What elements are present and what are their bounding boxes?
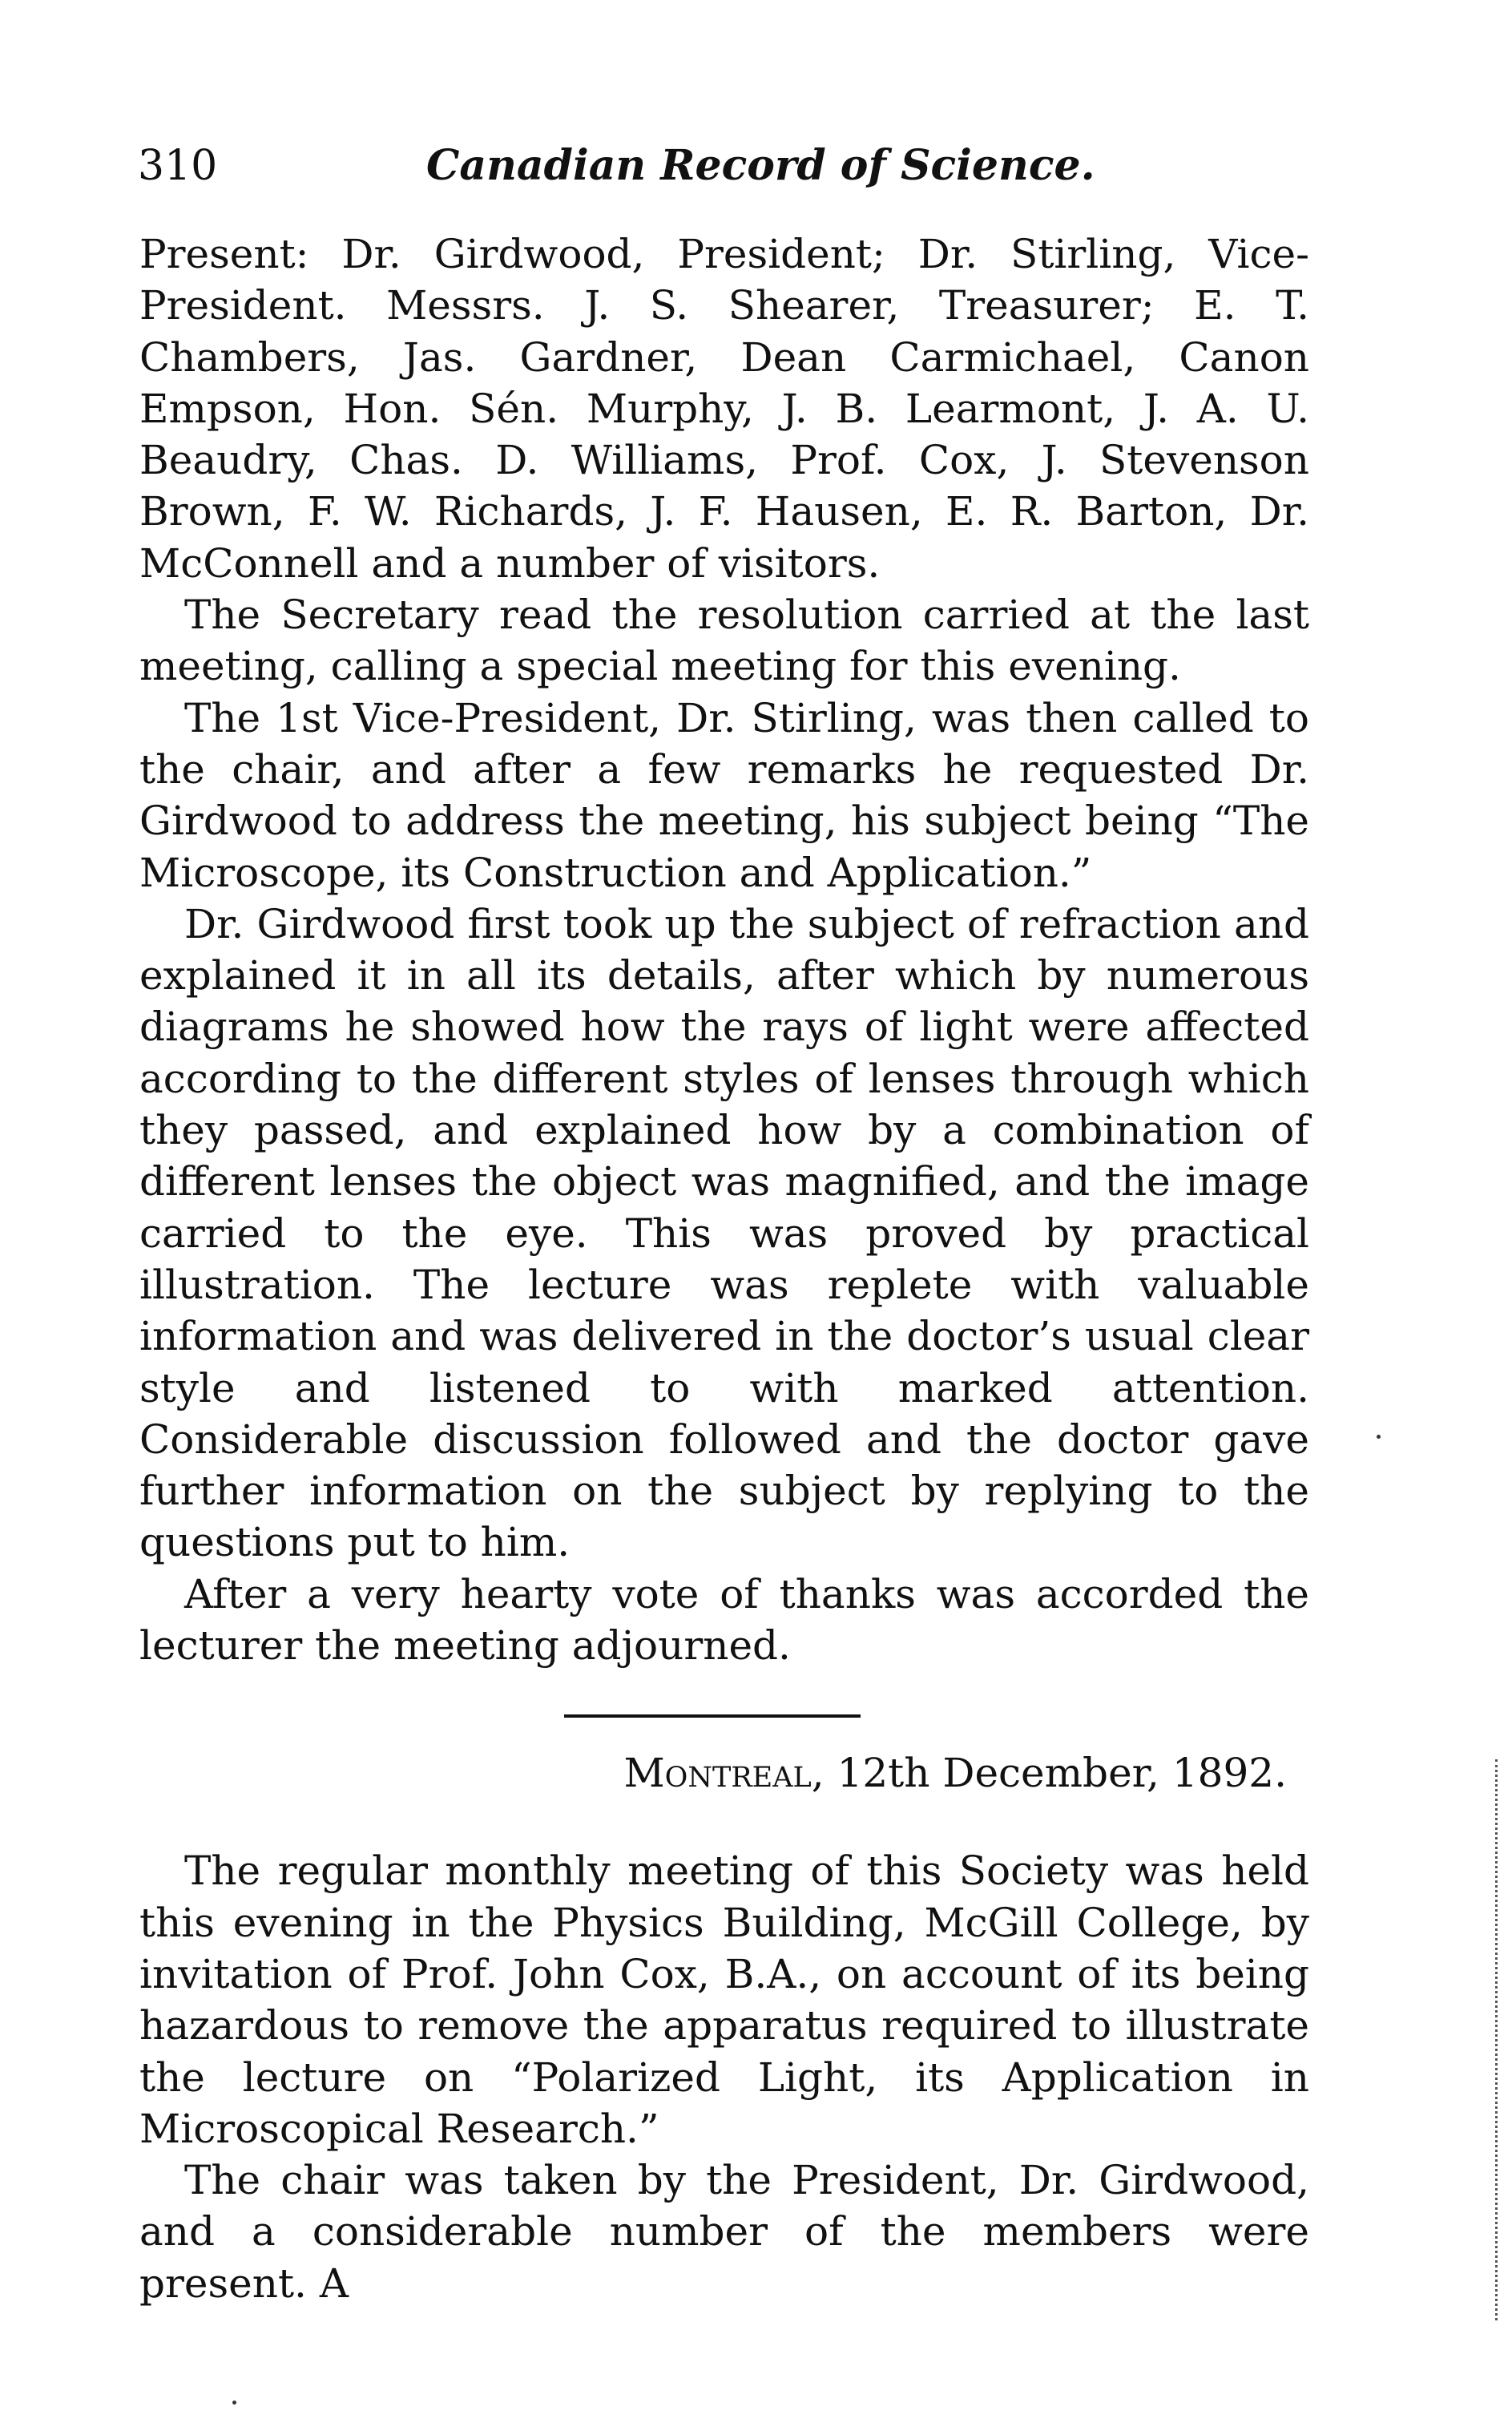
page-body xyxy=(139,228,1309,2309)
scan-speck xyxy=(1377,1435,1381,1439)
scan-speck xyxy=(232,2401,236,2405)
body-paragraph: The 1st Vice-President, Dr. Stirling, was then called to the chair, and after a few remarks he requested Dr. Girdwood to address the meeting, his subject being “The Microscope, its Construction and Application.” xyxy=(139,694,1309,896)
page-number: 310 xyxy=(138,142,218,190)
horizontal-rule xyxy=(564,1714,861,1718)
dateline xyxy=(139,1745,1309,1801)
scan-edge-mark xyxy=(1495,1759,1498,2320)
attendance-paragraph: Present: Dr. Girdwood, President; Dr. Stirling, Vice-President. Messrs. J. S. Shearer, Treasurer; E. T. Chambers, Jas. Gardner, Dean Carmichael, Canon Empson, Hon. Sén. Murphy, J. B. Learmont, J. A. U. Beaudry, Chas. D. Williams, Prof. Cox, J. Stevenson Brown, F. W. Richards, J. F. Hausen, E. R. Barton, Dr. McConnell and a number of visitors. xyxy=(139,231,1309,587)
dateline-place: Montreal, xyxy=(623,1750,825,1797)
running-header xyxy=(138,138,1308,194)
body-paragraph: After a very hearty vote of thanks was accorded the lecturer the meeting adjourned. xyxy=(139,1570,1309,1670)
body-paragraph: Dr. Girdwood first took up the subject of refraction and explained it in all its details, after which by numerous diagrams he showed how the rays of light were affected according to the different styles of lenses through which they passed, and explained how by a combination of different lenses the object was magnified, and the image carried to the eye. This was proved by practical illustration. The lecture was replete with valuable information and was delivered in the doctor’s usual clear style and listened to with marked attention. Considerable discussion followed and the doctor gave further information on the subject by replying to the questions put to him. xyxy=(139,900,1309,1566)
running-title: Canadian Record of Science. xyxy=(426,141,1095,190)
body-paragraph: The Secretary read the resolution carried at the last meeting, calling a special meeting for this evening. xyxy=(139,592,1309,690)
section-divider xyxy=(139,1671,1309,1745)
body-paragraph: The chair was taken by the President, Dr. Girdwood, and a considerable number of the members were present. A xyxy=(139,2157,1309,2307)
body-paragraph: The regular monthly meeting of this Society was held this evening in the Physics Building, McGill College, by invitation of Prof. John Cox, B.A., on account of its being hazardous to remove the apparatus required to illustrate the lecture on “Polarized Light, its Application in Microscopical Research.” xyxy=(139,1847,1309,2152)
dateline-date: 12th December, 1892. xyxy=(837,1750,1287,1797)
